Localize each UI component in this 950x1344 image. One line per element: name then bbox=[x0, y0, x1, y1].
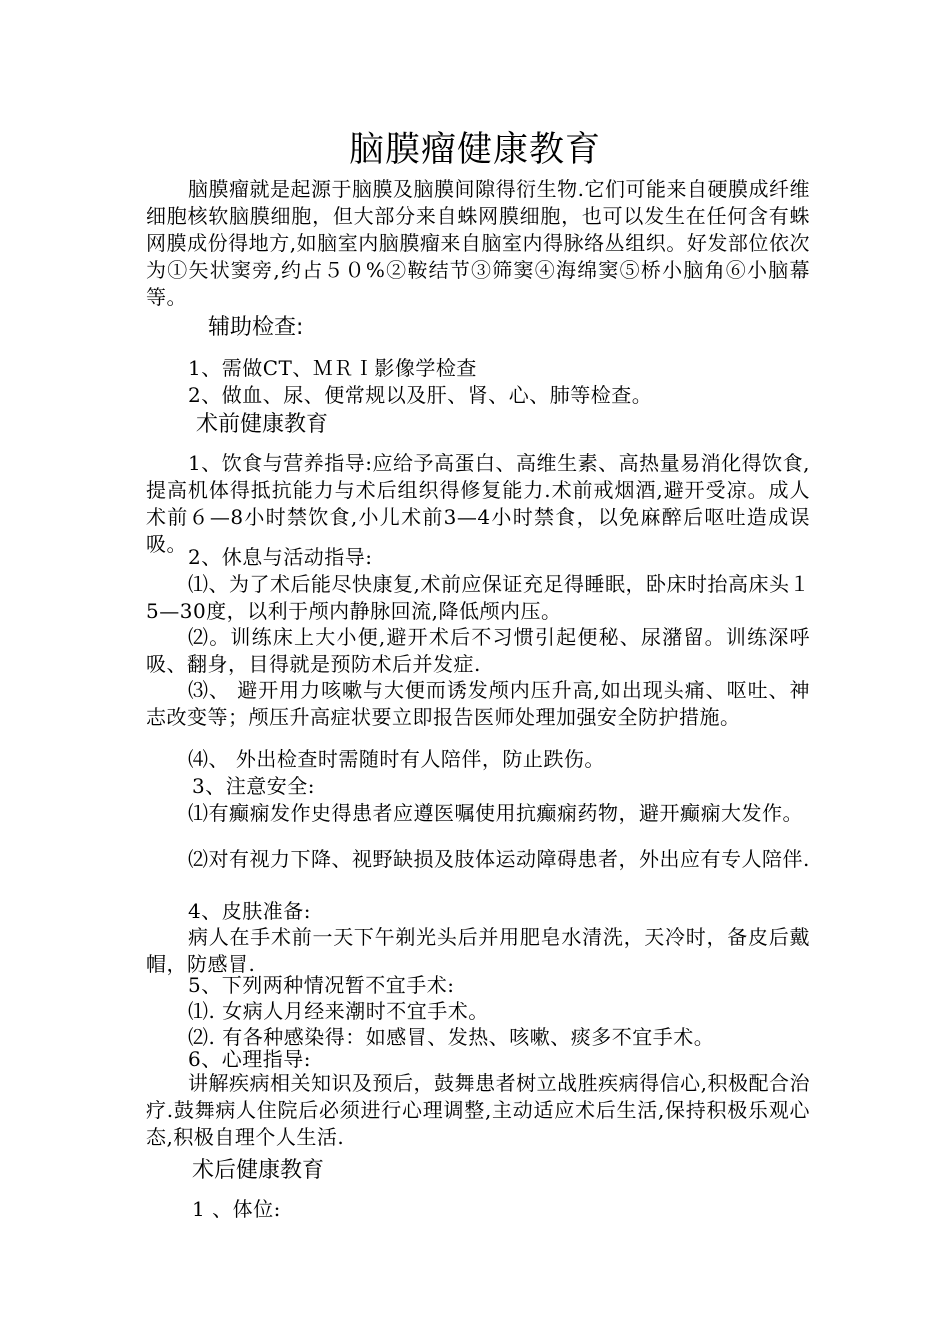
preop-rest-item-2: ⑵。训练床上大小便,避开术后不习惯引起便秘、尿潴留。训练深呼吸、翻身，目得就是预防术后并发症. bbox=[146, 625, 810, 676]
preop-safety-item-2: ⑵对有视力下降、视野缺损及肢体运动障碍患者，外出应有专人陪伴. bbox=[188, 847, 810, 871]
postop-item-1: 1 、体位: bbox=[192, 1197, 281, 1221]
preop-rest-item-3: ⑶、 避开用力咳嗽与大便而诱发颅内压升高,如出现头痛、呕吐、神志改变等；颅压升高症状要立即报告医师处理加强安全防护措施。 bbox=[146, 678, 810, 729]
aux-heading: 辅助检查: bbox=[208, 315, 304, 340]
preop-noop-item-1: ⑴. 女病人月经来潮时不宜手术。 bbox=[188, 999, 489, 1023]
preop-rest-item-4: ⑷、 外出检查时需随时有人陪伴，防止跌伤。 bbox=[188, 747, 605, 771]
preop-skin-paragraph: 病人在手术前一天下午剃光头后并用肥皂水清洗，天冷时，备皮后戴帽，防感冒. bbox=[146, 925, 810, 976]
preop-diet-paragraph: 1、饮食与营养指导:应给予高蛋白、高维生素、高热量易消化得饮食,提高机体得抵抗能力与术后组织得修复能力.术前戒烟酒,避开受凉。成人术前６—8小时禁饮食,小儿术前3—4小时禁食，以免麻醉后呕吐造成误吸。 bbox=[146, 451, 810, 556]
preop-rest-item-1: ⑴、为了术后能尽快康复,术前应保证充足得睡眠，卧床时抬高床头１5—30度，以利于颅内静脉回流,降低颅内压。 bbox=[146, 572, 810, 623]
intro-paragraph: 脑膜瘤就是起源于脑膜及脑膜间隙得衍生物.它们可能来自硬膜成纤维细胞核软脑膜细胞，但大部分来自蛛网膜细胞，也可以发生在任何含有蛛网膜成份得地方,如脑室内脑膜瘤来自脑室内得脉络丛组织。好发部位依次为①矢状窦旁,约占５０%②鞍结节③筛窦④海绵窦⑤桥小脑角⑥小脑幕等。 bbox=[146, 177, 810, 309]
preop-noop-title: 5、下列两种情况暂不宜手术: bbox=[188, 973, 455, 997]
document-title: 脑膜瘤健康教育 bbox=[348, 130, 601, 170]
aux-item-2: 2、做血、尿、便常规以及肝、肾、心、肺等检查。 bbox=[188, 383, 653, 407]
preop-safety-title: 3、注意安全: bbox=[192, 774, 315, 798]
preop-skin-title: 4、皮肤准备: bbox=[188, 899, 311, 923]
preop-heading: 术前健康教育 bbox=[196, 412, 329, 437]
preop-safety-item-1: ⑴有癫痫发作史得患者应遵医嘱使用抗癫痫药物，避开癫痫大发作。 bbox=[188, 801, 803, 825]
preop-psy-paragraph: 讲解疾病相关知识及预后，鼓舞患者树立战胜疾病得信心,积极配合治疗.鼓舞病人住院后必须进行心理调整,主动适应术后生活,保持积极乐观心态,积极自理个人生活. bbox=[146, 1071, 810, 1149]
postop-heading: 术后健康教育 bbox=[192, 1158, 325, 1183]
preop-psy-title: 6、心理指导: bbox=[188, 1047, 311, 1071]
preop-rest-title: 2、休息与活动指导: bbox=[188, 545, 373, 569]
preop-noop-item-2: ⑵. 有各种感染得：如感冒、发热、咳嗽、痰多不宜手术。 bbox=[188, 1025, 715, 1049]
aux-item-1: 1、需做CT、ＭＲＩ影像学检查 bbox=[188, 356, 477, 380]
